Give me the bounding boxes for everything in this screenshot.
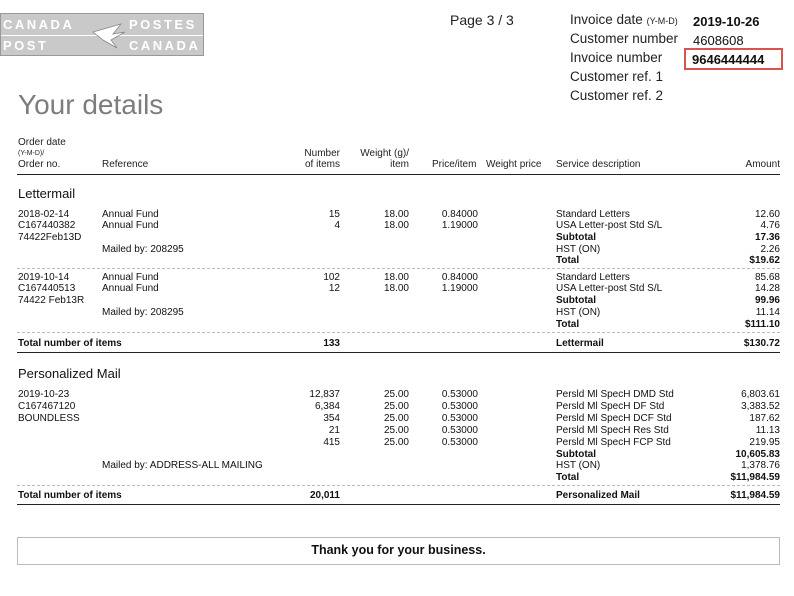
section-total-amount: $130.72	[743, 338, 780, 349]
item-count: 6,384	[314, 401, 340, 412]
item-count: 415	[323, 437, 340, 448]
subtotal-label: Subtotal	[556, 232, 596, 243]
subtotal-label: Subtotal	[556, 295, 596, 306]
hst-amount: 1,378.76	[741, 460, 780, 471]
mailed-by: Mailed by: ADDRESS-ALL MAILING	[102, 460, 263, 471]
item-weight: 25.00	[383, 425, 409, 436]
line-amount: 11.13	[755, 425, 780, 436]
order-ref-code: BOUNDLESS	[18, 413, 80, 424]
thank-you-message: Thank you for your business.	[311, 543, 486, 557]
item-count: 21	[328, 425, 340, 436]
line-amount: 12.60	[754, 209, 780, 220]
reference: Annual Fund	[102, 283, 159, 294]
col-number: Number	[304, 148, 340, 159]
total-items-value: 20,011	[309, 490, 340, 501]
section-lettermail: Lettermail	[18, 186, 76, 201]
service-desc: Persld Ml SpecH DCF Std	[556, 413, 672, 424]
order-date: 2019-10-14	[18, 272, 70, 283]
order-number: C167440382	[18, 220, 76, 231]
subtotal-amount: 17.36	[754, 232, 780, 243]
section-total-label: Lettermail	[556, 338, 604, 349]
hst-label: HST (ON)	[556, 460, 601, 471]
col-weight: Weight (g)/	[360, 148, 409, 159]
line-amount: 219.95	[749, 437, 780, 448]
section-total-amount: $11,984.59	[730, 490, 780, 501]
row-divider	[17, 485, 780, 486]
hst-label: HST (ON)	[556, 307, 601, 318]
section-total-label: Personalized Mail	[556, 490, 640, 501]
line-amount: 6,803.61	[741, 389, 780, 400]
item-price: 0.53000	[441, 425, 478, 436]
reference: Annual Fund	[102, 209, 159, 220]
mailed-by: Mailed by: 208295	[102, 307, 184, 318]
item-count: 4	[334, 220, 340, 231]
total-label: Total	[556, 255, 580, 266]
total-items-value: 133	[323, 338, 340, 349]
eagle-icon	[91, 18, 127, 52]
total-amount: $19.62	[749, 255, 780, 266]
logo-text-canada: CANADA	[3, 17, 75, 32]
logo-text-post: POST	[3, 38, 49, 53]
service-desc: Persld Ml SpecH Res Std	[556, 425, 669, 436]
total-items-label: Total number of items	[18, 338, 122, 349]
logo-text-canada-fr: CANADA	[129, 38, 201, 53]
order-date: 2019-10-23	[18, 389, 70, 400]
hst-label: HST (ON)	[556, 244, 601, 255]
line-amount: 14.28	[754, 283, 780, 294]
customer-ref1-label: Customer ref. 1	[570, 69, 664, 84]
order-ref-code: 74422Feb13D	[18, 232, 82, 243]
page-number: Page 3 / 3	[450, 12, 514, 28]
total-amount: $11,984.59	[730, 472, 780, 483]
col-order-date-format: (Y-M-D)/	[18, 150, 45, 157]
item-price: 1.19000	[441, 283, 478, 294]
col-amount: Amount	[745, 159, 780, 170]
row-divider	[17, 332, 780, 333]
item-weight: 25.00	[383, 437, 409, 448]
col-of-items: of items	[304, 159, 340, 170]
customer-number-value: 4608608	[693, 33, 744, 48]
col-weight-price: Weight price	[486, 159, 542, 170]
order-date: 2018-02-14	[18, 209, 70, 220]
section-personalized-mail: Personalized Mail	[18, 366, 121, 381]
item-count: 354	[323, 413, 340, 424]
invoice-number-label: Invoice number	[570, 50, 663, 65]
service-desc: Standard Letters	[556, 272, 630, 283]
item-weight: 18.00	[383, 209, 409, 220]
service-desc: Standard Letters	[556, 209, 630, 220]
customer-number-label: Customer number	[570, 31, 679, 46]
subtotal-amount: 10,605.83	[735, 449, 780, 460]
invoice-number-value: 9646444444	[692, 52, 765, 67]
reference: Annual Fund	[102, 272, 159, 283]
item-price: 0.84000	[441, 272, 478, 283]
item-price: 0.84000	[441, 209, 478, 220]
invoice-date-value: 2019-10-26	[693, 14, 760, 29]
col-reference: Reference	[102, 159, 149, 170]
item-weight: 25.00	[383, 401, 409, 412]
service-desc: USA Letter-post Std S/L	[556, 283, 663, 294]
reference: Annual Fund	[102, 220, 159, 231]
header-rule	[17, 174, 780, 175]
line-amount: 187.62	[749, 413, 780, 424]
service-desc: Persld Ml SpecH DF Std	[556, 401, 665, 412]
row-divider	[17, 268, 780, 269]
page-title: Your details	[18, 89, 164, 120]
col-order-date: Order date	[18, 137, 66, 148]
order-number: C167467120	[18, 401, 76, 412]
item-price: 0.53000	[441, 389, 478, 400]
invoice-date-format: (Y-M-D)	[646, 16, 678, 26]
subtotal-label: Subtotal	[556, 449, 596, 460]
order-number: C167440513	[18, 283, 76, 294]
line-amount: 3,383.52	[741, 401, 780, 412]
service-desc: USA Letter-post Std S/L	[556, 220, 663, 231]
total-items-label: Total number of items	[18, 490, 122, 501]
line-amount: 85.68	[754, 272, 780, 283]
col-service: Service description	[556, 159, 641, 170]
total-label: Total	[556, 472, 580, 483]
item-weight: 25.00	[383, 413, 409, 424]
customer-ref2-label: Customer ref. 2	[570, 88, 664, 103]
subtotal-amount: 99.96	[754, 295, 780, 306]
service-desc: Persld Ml SpecH FCP Std	[556, 437, 671, 448]
item-price: 0.53000	[441, 437, 478, 448]
mailed-by: Mailed by: 208295	[102, 244, 184, 255]
item-count: 15	[328, 209, 340, 220]
section-rule	[17, 352, 780, 353]
col-price-item: Price/item	[432, 159, 477, 170]
item-price: 0.53000	[441, 401, 478, 412]
item-price: 0.53000	[441, 413, 478, 424]
total-amount: $111.10	[744, 319, 780, 330]
logo-text-postes: POSTES	[129, 17, 197, 32]
hst-amount: 11.14	[755, 307, 780, 318]
line-amount: 4.76	[760, 220, 780, 231]
canada-post-logo	[0, 13, 204, 56]
item-count: 12	[328, 283, 340, 294]
invoice-date-label: Invoice date (Y-M-D)	[570, 12, 678, 27]
section-rule	[17, 504, 780, 505]
item-weight: 25.00	[383, 389, 409, 400]
hst-amount: 2.26	[760, 244, 780, 255]
item-weight: 18.00	[383, 272, 409, 283]
col-order-no: Order no.	[18, 159, 61, 170]
item-price: 1.19000	[441, 220, 478, 231]
item-count: 12,837	[309, 389, 340, 400]
item-weight: 18.00	[383, 220, 409, 231]
col-weight-item: item	[390, 159, 409, 170]
order-ref-code: 74422 Feb13R	[18, 295, 85, 306]
item-weight: 18.00	[383, 283, 409, 294]
item-count: 102	[323, 272, 340, 283]
total-label: Total	[556, 319, 580, 330]
service-desc: Persld Ml SpecH DMD Std	[556, 389, 674, 400]
